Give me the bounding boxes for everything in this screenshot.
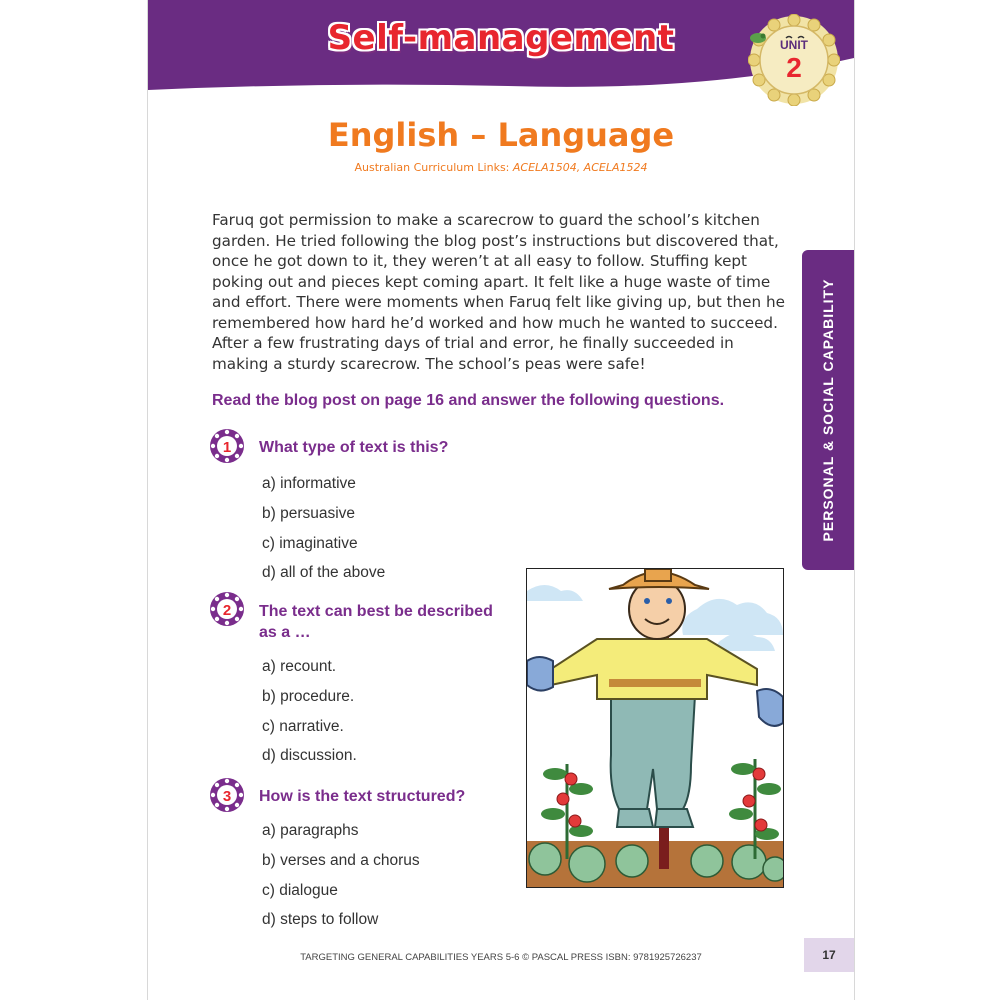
- curriculum-codes: ACELA1504, ACELA1524: [512, 161, 648, 174]
- unit-number: 2: [786, 52, 802, 83]
- question-2-option-a: a) recount.: [262, 658, 337, 675]
- scarecrow-illustration: [526, 568, 784, 888]
- curriculum-links: [148, 161, 854, 174]
- header-band: [148, 0, 854, 88]
- question-3-text: How is the text structured?: [259, 788, 466, 805]
- question-3-number: 3: [222, 788, 232, 805]
- question-1-option-d: d) all of the above: [262, 564, 386, 581]
- worksheet-page: [147, 0, 855, 1000]
- intro-paragraph: Faruq got permission to make a scarecrow to guard the school’s kitchen garden. He tried following the blog post’s instructions but discovered that, once he got down to it, they weren’t at all easy to follow. Stuffing kept poking out and pieces kept coming apart. It felt like a huge waste of time and effort. There were moments when Faruq felt like giving up, but then he remembered how hard he’d worked and how much he wanted to succeed. After a few frustrating days of trial and error, he finally succeeded in making a sturdy scarecrow. The school’s peas were safe!: [212, 211, 785, 373]
- instruction-text: Read the blog post on page 16 and answer the following questions.: [212, 392, 725, 409]
- question-1-text: What type of text is this?: [259, 439, 449, 456]
- question-1-option-a: a) informative: [262, 475, 356, 492]
- question-1-option-c: c) imaginative: [262, 535, 358, 552]
- question-2-text-line-2: as a …: [259, 624, 311, 641]
- question-2-text-line-1: The text can best be described: [259, 603, 493, 620]
- section-title: Self-management: [327, 18, 675, 58]
- question-3-option-d: d) steps to follow: [262, 911, 379, 928]
- scarecrow-icon: [527, 569, 783, 887]
- curriculum-links-prefix: Australian Curriculum Links:: [354, 161, 513, 174]
- question-2-number: 2: [222, 602, 232, 619]
- question-2-option-c: c) narrative.: [262, 718, 344, 735]
- unit-label: UNIT: [780, 38, 808, 52]
- question-2-option-b: b) procedure.: [262, 688, 355, 705]
- capability-sidebar-tab: [802, 250, 854, 570]
- footer-credit: TARGETING GENERAL CAPABILITIES YEARS 5-6 © PASCAL PRESS ISBN: 9781925726237: [300, 952, 702, 963]
- unit-badge: [748, 14, 840, 106]
- question-1-number: 1: [222, 439, 232, 456]
- page-heading: English – Language: [327, 116, 675, 154]
- question-3-option-b: b) verses and a chorus: [262, 852, 420, 869]
- question-3-option-a: a) paragraphs: [262, 822, 359, 839]
- question-1-option-b: b) persuasive: [262, 505, 356, 522]
- question-3-option-c: c) dialogue: [262, 882, 338, 899]
- capability-sidebar-label: PERSONAL & SOCIAL CAPABILITY: [820, 278, 836, 542]
- question-2-option-d: d) discussion.: [262, 747, 357, 764]
- page-number: 17: [804, 938, 854, 972]
